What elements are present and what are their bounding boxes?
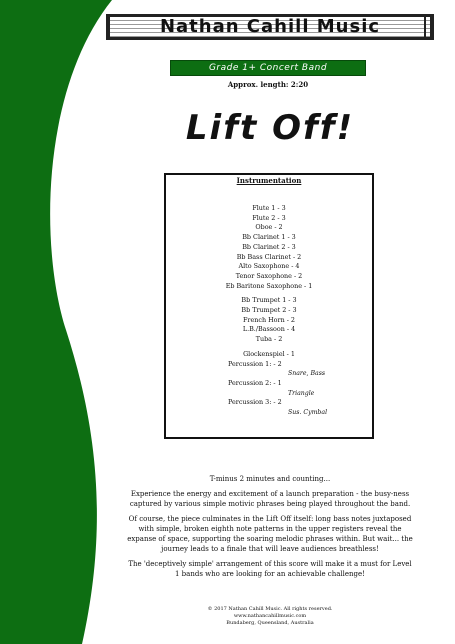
percussion-item: Percussion 3: - 2 [228, 398, 282, 407]
description-paragraph: Experience the energy and excitement of a launch preparation - the busy-ness captured by various simple motivic phrases being played throughout the band. [129, 490, 411, 508]
percussion-item: Percussion 2: - 1 [228, 378, 282, 387]
percussion-item: Percussion 1: - 2 [228, 359, 282, 368]
instrument-item: Eb Baritone Saxophone - 1 [225, 281, 313, 290]
instrument-item: L.B./Bassoon - 4 [242, 325, 296, 334]
instrument-item: Tuba - 2 [255, 335, 283, 344]
copyright: © 2017 Nathan Cahill Music. All rights reserved. [207, 606, 333, 612]
green-wave-shape [0, 0, 112, 644]
instrument-item: Alto Saxophone - 4 [238, 262, 300, 271]
location: Bundaberg, Queensland, Australia [226, 620, 314, 626]
instrument-item: Tenor Saxophone - 2 [235, 271, 303, 280]
description-paragraph: T-minus 2 minutes and counting... [209, 475, 331, 483]
instrument-item: Flute 2 - 3 [252, 213, 286, 222]
instrumentation-heading: Instrumentation [236, 176, 302, 185]
description-paragraph: Of course, the piece culminates in the Lift Off itself: long bass notes juxtaposed with simple, broken eighth note patterns in the upper registers reveal the expanse of space, supporting the soaring melodic phrases within. But wait... the journey leads to a finale that will leave audiences breathless! [127, 515, 413, 553]
percussion-note: Snare, Bass [288, 370, 326, 378]
instrument-item: Flute 1 - 3 [252, 204, 286, 212]
instrument-item: Bb Clarinet 2 - 3 [242, 242, 296, 251]
description-paragraph: The 'deceptively simple' arrangement of this score will make it a must for Level 1 bands who are looking for an achievable challenge! [128, 560, 412, 578]
instrument-item: Bb Trumpet 1 - 3 [241, 296, 297, 305]
instrument-item: Bb Clarinet 1 - 3 [242, 233, 296, 242]
grade-badge: Grade 1+ Concert Band [170, 60, 366, 76]
instrument-item: Glockenspiel - 1 [243, 349, 295, 358]
piece-title: Lift Off! [185, 108, 355, 148]
footer [170, 606, 370, 627]
publisher-banner [106, 14, 434, 40]
instrument-list [166, 204, 372, 418]
description [125, 474, 415, 584]
percussion-note: Triangle [288, 389, 315, 397]
instrument-item: French Horn - 2 [243, 315, 295, 324]
instrument-item: Oboe - 2 [255, 223, 283, 232]
instrument-item: Bb Bass Clarinet - 2 [236, 252, 302, 261]
website-link[interactable]: www.nathancahillmusic.com [233, 613, 307, 619]
instrument-item: Bb Trumpet 2 - 3 [241, 306, 297, 315]
publisher-name: Nathan Cahill Music [159, 16, 381, 37]
percussion-note: Sus. Cymbal [288, 409, 328, 417]
approx-length: Approx. length: 2:20 [227, 80, 309, 89]
instrumentation-box [164, 173, 374, 439]
